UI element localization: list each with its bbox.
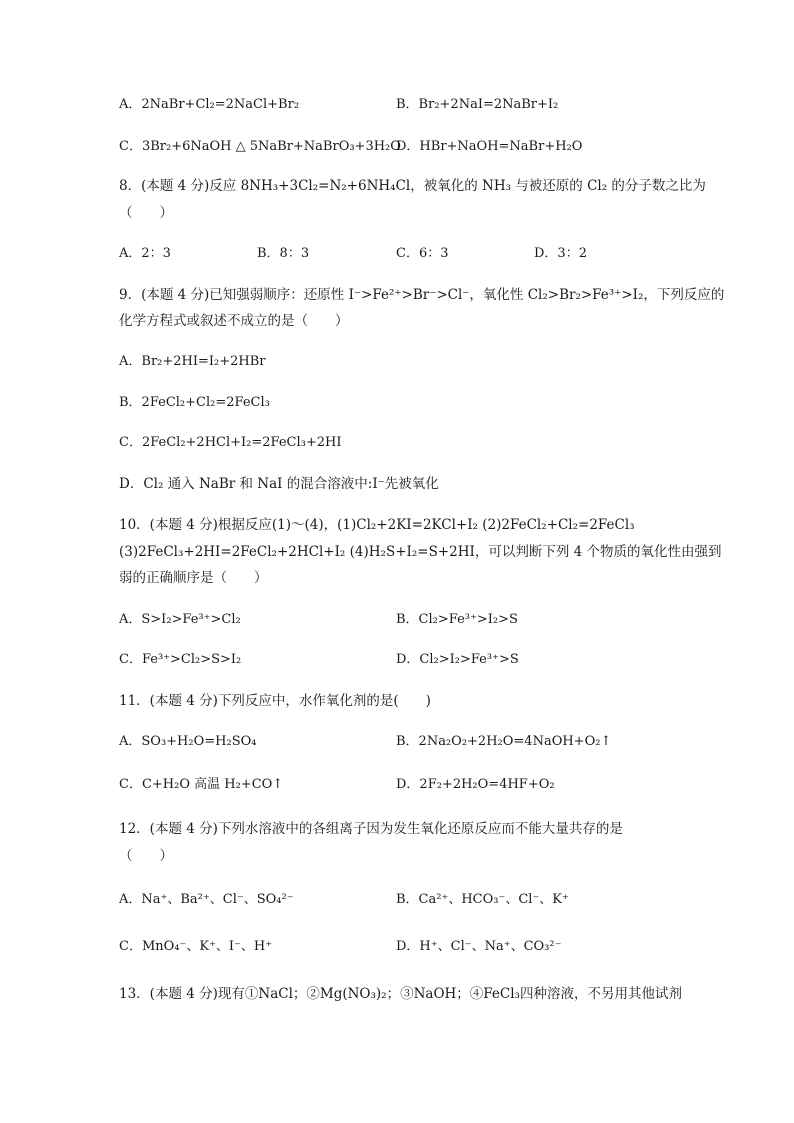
q13-stem: 13．(本题 4 分)现有①NaCl；②Mg(NO₃)₂；③NaOH；④FeCl₃四种溶液，不另用其他试剂: [119, 986, 682, 1002]
q8-stem: 8．(本题 4 分)反应 8NH₃+3Cl₂=N₂+6NH₄Cl，被氧化的 NH₃ 与被还原的 Cl₂ 的分子数之比为: [119, 178, 706, 194]
q11-option-b: B．2Na₂O₂+2H₂O=4NaOH+O₂↑: [396, 734, 612, 749]
q7-option-c: C．3Br₂+6NaOH △ 5NaBr+NaBrO₃+3H₂O: [119, 139, 401, 154]
q10-option-b: B．Cl₂>Fe³⁺>I₂>S: [396, 612, 518, 627]
q12-paren: （ ）: [119, 848, 173, 864]
q12-option-a: A．Na⁺、Ba²⁺、Cl⁻、SO₄²⁻: [119, 892, 294, 907]
q7-option-a: A．2NaBr+Cl₂=2NaCl+Br₂: [119, 97, 300, 112]
q9-option-d: D．Cl₂ 通入 NaBr 和 NaI 的混合溶液中:I⁻先被氧化: [119, 476, 439, 492]
q10-option-c: C．Fe³⁺>Cl₂>S>I₂: [119, 652, 242, 667]
q10-stem-line2: (3)2FeCl₃+2HI=2FeCl₂+2HCl+I₂ (4)H₂S+I₂=S+2HI，可以判断下列 4 个物质的氧化性由强到: [119, 544, 722, 560]
q12-stem: 12．(本题 4 分)下列水溶液中的各组离子因为发生氧化还原反应而不能大量共存的是: [119, 821, 623, 837]
q11-stem: 11．(本题 4 分)下列反应中，水作氧化剂的是( ): [119, 693, 431, 709]
q10-stem-line1: 10．(本题 4 分)根据反应(1)～(4)，(1)Cl₂+2KI=2KCl+I₂ (2)2FeCl₂+Cl₂=2FeCl₃: [119, 517, 635, 533]
q9-stem-line1: 9．(本题 4 分)已知强弱顺序：还原性 I⁻>Fe²⁺>Br⁻>Cl⁻，氧化性 Cl₂>Br₂>Fe³⁺>I₂，下列反应的: [119, 287, 725, 303]
q9-option-b: B．2FeCl₂+Cl₂=2FeCl₃: [119, 395, 270, 410]
q7-option-b: B．Br₂+2NaI=2NaBr+I₂: [396, 97, 559, 112]
q8-option-c: C．6：3: [396, 246, 449, 261]
q9-option-a: A．Br₂+2HI=I₂+2HBr: [119, 354, 266, 369]
q8-option-a: A．2：3: [119, 246, 171, 261]
q10-option-a: A．S>I₂>Fe³⁺>Cl₂: [119, 612, 241, 627]
q8-option-d: D．3：2: [534, 246, 587, 261]
q9-option-c: C．2FeCl₂+2HCl+I₂=2FeCl₃+2HI: [119, 435, 342, 450]
q10-stem-line3: 弱的正确顺序是（ ）: [119, 570, 268, 586]
q11-option-a: A．SO₃+H₂O=H₂SO₄: [119, 734, 257, 749]
q11-option-c: C．C+H₂O 高温 H₂+CO↑: [119, 777, 284, 792]
q11-option-d: D．2F₂+2H₂O=4HF+O₂: [396, 777, 555, 792]
q7-option-d: D．HBr+NaOH=NaBr+H₂O: [396, 139, 583, 154]
q12-option-b: B．Ca²⁺、HCO₃⁻、Cl⁻、K⁺: [396, 892, 569, 907]
q8-paren: （ ）: [119, 205, 173, 221]
q12-option-d: D．H⁺、Cl⁻、Na⁺、CO₃²⁻: [396, 939, 562, 954]
q9-stem-line2: 化学方程式或叙述不成立的是（ ）: [119, 313, 349, 329]
q10-option-d: D．Cl₂>I₂>Fe³⁺>S: [396, 652, 519, 667]
q12-option-c: C．MnO₄⁻、K⁺、I⁻、H⁺: [119, 939, 273, 954]
q8-option-b: B．8：3: [257, 246, 310, 261]
